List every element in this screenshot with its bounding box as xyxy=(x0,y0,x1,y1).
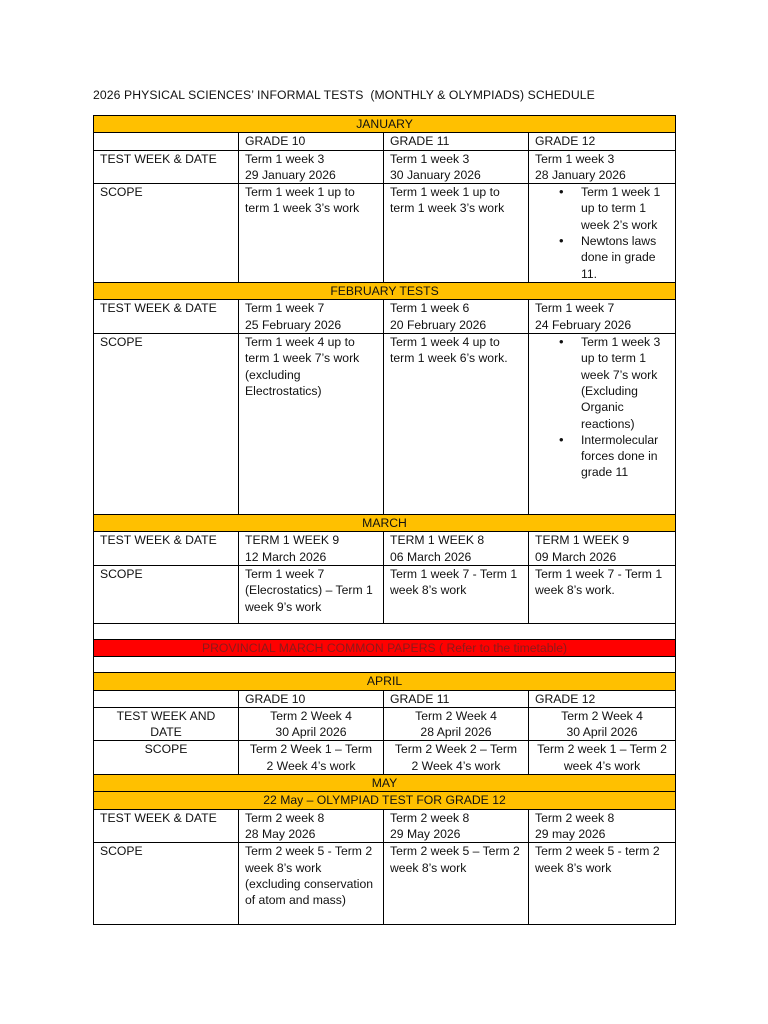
grade-header-row xyxy=(94,133,676,150)
test-cell xyxy=(384,532,529,566)
test-week: Term 1 week 3 xyxy=(535,151,615,166)
test-row-may xyxy=(94,809,676,843)
scope-cell: Term 1 week 1 up to term 1 week 3’s work xyxy=(384,184,529,283)
scope-cell: Term 2 Week 2 – Term 2 Week 4’s work xyxy=(384,741,529,775)
scope-cell: Term 2 Week 1 – Term 2 Week 4’s work xyxy=(239,741,384,775)
test-week: Term 1 week 6 xyxy=(390,301,470,316)
spacer-row xyxy=(94,657,676,673)
row-label: TEST WEEK & DATE xyxy=(94,150,239,184)
test-week: Term 1 week 3 xyxy=(245,151,325,166)
month-label: JANUARY xyxy=(94,116,676,133)
test-cell xyxy=(529,707,676,741)
test-date: 28 April 2026 xyxy=(420,725,492,740)
scope-cell: Term 2 week 1 – Term 2 week 4’s work xyxy=(529,741,676,775)
test-cell xyxy=(239,532,384,566)
month-label: MARCH xyxy=(94,515,676,532)
schedule-table xyxy=(93,115,676,925)
test-cell xyxy=(529,300,676,334)
grade-header: GRADE 12 xyxy=(529,133,676,150)
test-cell xyxy=(384,707,529,741)
test-week: TERM 1 WEEK 9 xyxy=(535,533,630,548)
olympiad-notice: 22 May – OLYMPIAD TEST FOR GRADE 12 xyxy=(94,792,676,809)
month-label: MAY xyxy=(94,775,676,792)
row-label: TEST WEEK AND DATE xyxy=(94,707,239,741)
grade-header: GRADE 10 xyxy=(239,133,384,150)
row-label: SCOPE xyxy=(94,741,239,775)
spacer-row xyxy=(94,623,676,639)
scope-bullet: • Term 1 week 3 up to term 1 week 7’s work (Excluding Organic reactions) xyxy=(581,334,669,432)
month-header-may xyxy=(94,775,676,792)
row-label: SCOPE xyxy=(94,565,239,623)
test-date: 28 January 2026 xyxy=(535,167,626,182)
test-week: Term 2 week 8 xyxy=(245,810,325,825)
test-cell xyxy=(529,532,676,566)
scope-row-january xyxy=(94,184,676,283)
test-row-april xyxy=(94,707,676,741)
test-cell xyxy=(239,707,384,741)
document-title: 2026 PHYSICAL SCIENCES’ INFORMAL TESTS (MONTHLY & OLYMPIADS) SCHEDULE xyxy=(93,88,595,102)
grade-header: GRADE 12 xyxy=(529,690,676,707)
test-week: Term 2 Week 4 xyxy=(415,708,497,723)
test-week: TERM 1 WEEK 8 xyxy=(390,533,485,548)
test-date: 30 April 2026 xyxy=(275,725,347,740)
month-header-february xyxy=(94,283,676,300)
test-row-february xyxy=(94,300,676,334)
scope-row-february xyxy=(94,334,676,515)
grade-header-row xyxy=(94,690,676,707)
test-date: 20 February 2026 xyxy=(390,317,487,332)
test-date: 30 January 2026 xyxy=(390,167,481,182)
test-week: Term 1 week 3 xyxy=(390,151,470,166)
month-label: FEBRUARY TESTS xyxy=(94,283,676,300)
row-label: TEST WEEK & DATE xyxy=(94,532,239,566)
grade-header: GRADE 10 xyxy=(239,690,384,707)
test-date: 29 may 2026 xyxy=(535,826,606,841)
grade-header: GRADE 11 xyxy=(384,690,529,707)
scope-row-may xyxy=(94,843,676,925)
test-cell xyxy=(239,300,384,334)
test-date: 06 March 2026 xyxy=(390,549,472,564)
test-cell xyxy=(384,809,529,843)
row-label: SCOPE xyxy=(94,334,239,515)
empty-cell xyxy=(94,690,239,707)
test-week: Term 2 Week 4 xyxy=(270,708,352,723)
scope-cell: Term 1 week 4 up to term 1 week 6’s work. xyxy=(384,334,529,515)
test-date: 25 February 2026 xyxy=(245,317,342,332)
test-cell xyxy=(239,150,384,184)
scope-cell: Term 1 week 4 up to term 1 week 7’s work (excluding Electrostatics) xyxy=(239,334,384,515)
row-label: TEST WEEK & DATE xyxy=(94,809,239,843)
test-cell xyxy=(384,150,529,184)
scope-cell: Term 1 week 1 up to term 1 week 3’s work xyxy=(239,184,384,283)
row-label: SCOPE xyxy=(94,843,239,925)
test-week: Term 2 Week 4 xyxy=(561,708,643,723)
scope-bullet: • Newtons laws done in grade 11. xyxy=(581,233,669,282)
month-header-january xyxy=(94,116,676,133)
blank-cell xyxy=(94,623,676,639)
test-cell xyxy=(384,300,529,334)
month-header-march xyxy=(94,515,676,532)
test-cell xyxy=(529,150,676,184)
scope-row-march xyxy=(94,565,676,623)
blank-cell xyxy=(94,657,676,673)
test-cell xyxy=(239,809,384,843)
test-week: Term 2 week 8 xyxy=(390,810,470,825)
test-date: 09 March 2026 xyxy=(535,549,617,564)
scope-cell: Term 1 week 7 - Term 1 week 8’s work xyxy=(384,565,529,623)
month-header-april xyxy=(94,673,676,690)
row-label: SCOPE xyxy=(94,184,239,283)
scope-cell: Term 1 week 7 - Term 1 week 8’s work. xyxy=(529,565,676,623)
test-week: Term 2 week 8 xyxy=(535,810,615,825)
test-date: 29 January 2026 xyxy=(245,167,336,182)
provincial-notice: PROVINCIAL MARCH COMMON PAPERS ( Refer to the timetable) xyxy=(94,639,676,656)
scope-bullet: • Term 1 week 1 up to term 1 week 2’s work xyxy=(581,184,669,233)
test-week: TERM 1 WEEK 9 xyxy=(245,533,340,548)
scope-cell: Term 1 week 7 (Elecrostatics) – Term 1 week 9’s work xyxy=(239,565,384,623)
empty-cell xyxy=(94,133,239,150)
scope-list xyxy=(535,334,669,481)
scope-list xyxy=(535,184,669,282)
scope-cell: Term 2 week 5 - Term 2 week 8’s work (excluding conservation of atom and mass) xyxy=(239,843,384,925)
provincial-notice-row xyxy=(94,639,676,656)
grade-header: GRADE 11 xyxy=(384,133,529,150)
scope-bullet: • Intermolecular forces done in grade 11 xyxy=(581,432,669,481)
test-date: 28 May 2026 xyxy=(245,826,316,841)
scope-cell xyxy=(529,334,676,515)
row-label: TEST WEEK & DATE xyxy=(94,300,239,334)
test-date: 24 February 2026 xyxy=(535,317,632,332)
test-row-march xyxy=(94,532,676,566)
scope-cell: Term 2 week 5 – Term 2 week 8’s work xyxy=(384,843,529,925)
month-label: APRIL xyxy=(94,673,676,690)
scope-cell xyxy=(529,184,676,283)
scope-row-april xyxy=(94,741,676,775)
test-cell xyxy=(529,809,676,843)
test-week: Term 1 week 7 xyxy=(245,301,325,316)
scope-cell: Term 2 week 5 - term 2 week 8’s work xyxy=(529,843,676,925)
test-date: 30 April 2026 xyxy=(566,725,638,740)
test-row-january xyxy=(94,150,676,184)
olympiad-row xyxy=(94,792,676,809)
test-week: Term 1 week 7 xyxy=(535,301,615,316)
test-date: 12 March 2026 xyxy=(245,549,327,564)
test-date: 29 May 2026 xyxy=(390,826,461,841)
